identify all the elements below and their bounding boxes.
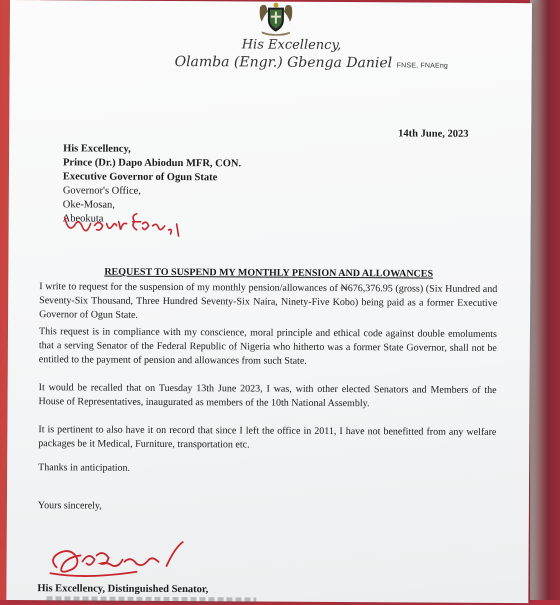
background-right [530, 0, 560, 600]
address-line: Prince (Dr.) Dapo Abiodun MFR, CON. [62, 157, 242, 170]
signer-title: His Excellency, Distinguished Senator, [37, 583, 209, 596]
coat-of-arms-icon [256, 2, 296, 36]
body-paragraph: It would be recalled that on Tuesday 13th June 2023, I was, with other elected Senators and Members of the House of Representatives, inaugurated as members of the 10th National Assembly. [38, 382, 497, 410]
body-paragraph: It is pertinent to also have it on record that since I left the office in 2011, I have not benefitted from any welfare packages be it Medical, Furniture, transportation etc. [38, 424, 497, 451]
address-line: Abeokuta [62, 213, 104, 225]
closing-sincerely: Yours sincerely, [37, 500, 102, 512]
letterhead-name-text: Olamba (Engr.) Gbenga Daniel [174, 54, 393, 72]
closing-thanks: Thanks in anticipation. [38, 462, 131, 474]
address-line: His Excellency, [63, 143, 131, 155]
letter-date: 14th June, 2023 [398, 128, 469, 140]
letter-heading: REQUEST TO SUSPEND MY MONTHLY PENSION AND ALLOWANCES [104, 266, 434, 280]
letterhead-name [175, 54, 449, 72]
handwritten-salutation [61, 203, 201, 244]
handwritten-signature [46, 537, 196, 586]
body-paragraph: I write to request for the suspension of my monthly pension/allowances of ₦676,376.95 (gross) (Six Hundred and Seventy-Six Thousand, Three Hundred Seventy-Six Naira, Ninety-Five Kobo) being paid as a former Executive Governor of Ogun State. [39, 281, 498, 321]
body-paragraph: This request is in compliance with my conscience, moral principle and ethical code against double emoluments that a serving Senator of the Federal Republic of Nigeria who hitherto was a former State Governor, shall not be entitled to the payment of pension and allowances from such State. [38, 326, 497, 367]
address-line: Oke-Mosan, [62, 199, 115, 211]
letterhead-title: His Excellency, [241, 37, 342, 54]
address-line: Governor's Office, [62, 185, 141, 197]
letter-page [6, 0, 532, 603]
address-line: Executive Governor of Ogun State [62, 171, 218, 184]
letterhead-postnominals: FNSE, FNAEng [396, 62, 449, 70]
